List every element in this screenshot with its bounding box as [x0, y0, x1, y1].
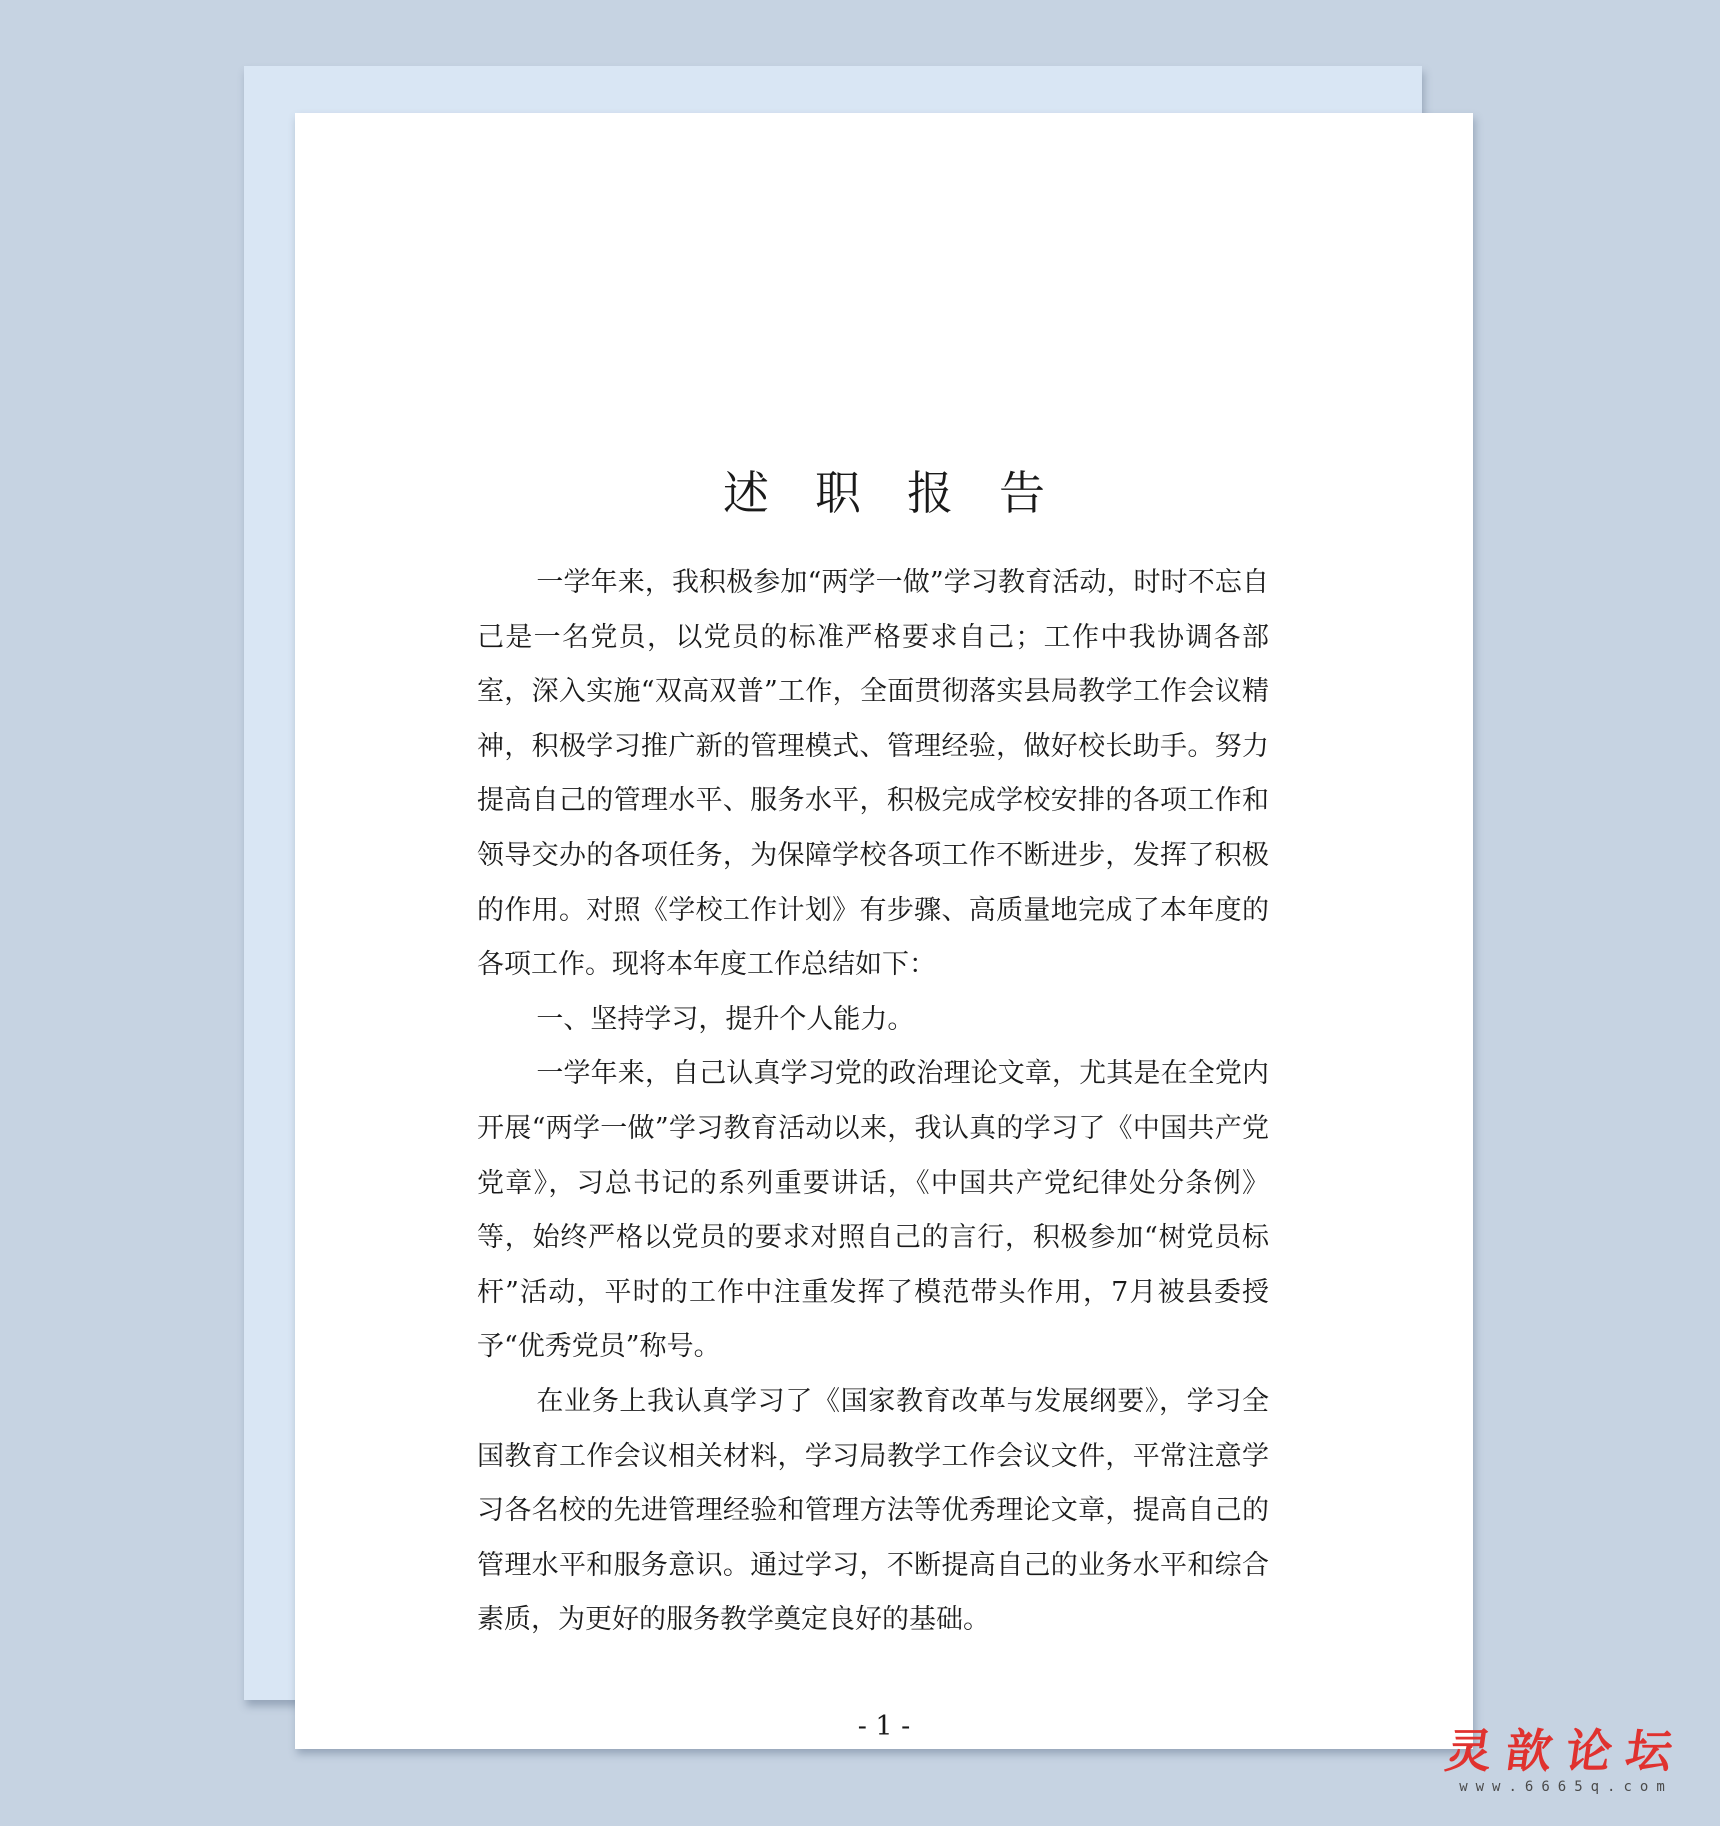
document-title: 述职报告 — [723, 466, 1091, 520]
page-number: - 1 - — [857, 1711, 911, 1742]
paragraph-intro: 一学年来，我积极参加“两学一做”学习教育活动，时时不忘自己是一名党员，以党员的标准严格要求自己；工作中我协调各部室，深入实施“双高双普”工作，全面贯彻落实县局教学工作会议精神，积极学习推广新的管理模式、管理经验，做好校长助手。努力提高自己的管理水平、服务水平，积极完成学校安排的各项工作和领导交办的各项任务，为保障学校各项工作不断进步，发挥了积极的作用。对照《学校工作计划》有步骤、高质量地完成了本年度的各项工作。现将本年度工作总结如下： — [477, 567, 1269, 981]
document-body — [477, 556, 1269, 1648]
paragraph-business: 在业务上我认真学习了《国家教育改革与发展纲要》，学习全国教育工作会议相关材料，学习局教学工作会议文件，平常注意学习各名校的先进管理经验和管理方法等优秀理论文章，提高自己的管理水平和服务意识。通过学习，不断提高自己的业务水平和综合素质，为更好的服务教学奠定良好的基础。 — [477, 1385, 1269, 1636]
watermark-url: www.6665q.com — [1459, 1779, 1673, 1795]
section-heading: 一、坚持学习，提升个人能力。 — [536, 1003, 915, 1035]
paragraph-study: 一学年来，自己认真学习党的政治理论文章，尤其是在全党内开展“两学一做”学习教育活动以来，我认真的学习了《中国共产党党章》，习总书记的系列重要讲话，《中国共产党纪律处分条例》等，始终严格以党员的要求对照自己的言行，积极参加“树党员标杆”活动，平时的工作中注重发挥了模范带头作用，7月被县委授予“优秀党员”称号。 — [477, 1058, 1269, 1363]
watermark-title: 灵歆论坛 — [1442, 1724, 1690, 1778]
document-page — [295, 113, 1473, 1749]
watermark-logo — [1442, 1724, 1690, 1796]
